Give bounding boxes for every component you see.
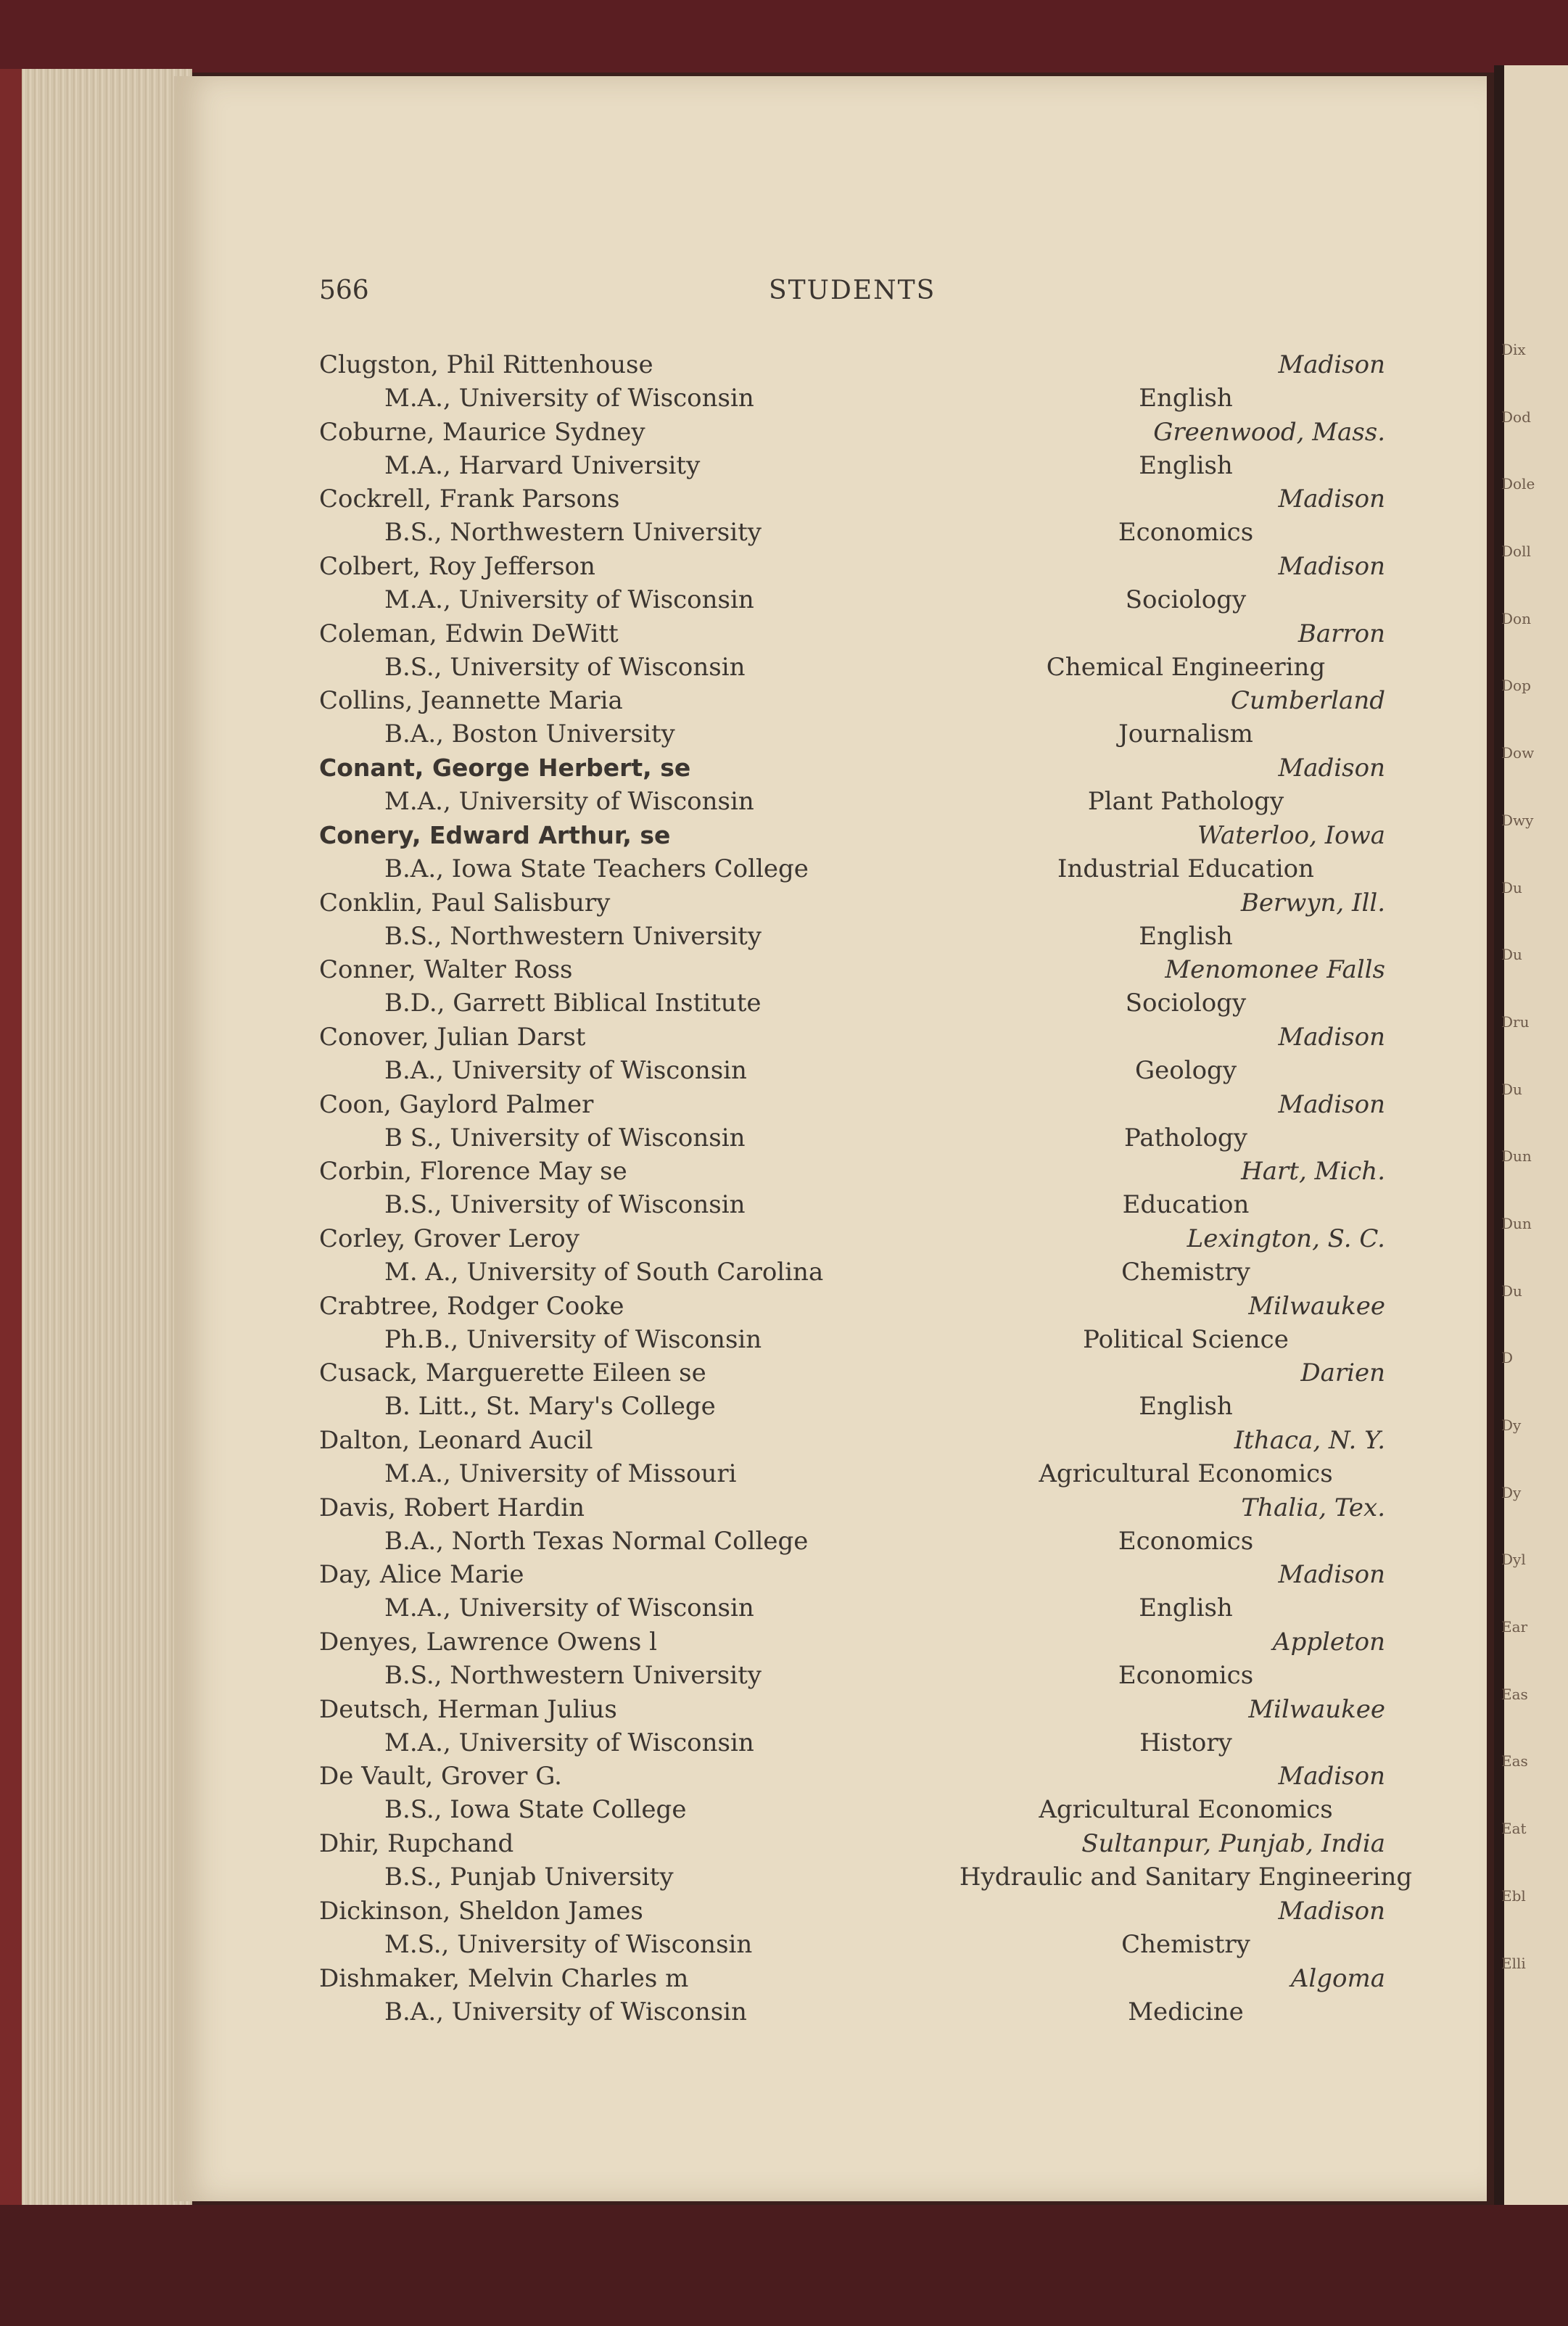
entry-line-name (319, 484, 1385, 518)
student-name: Dickinson, Sheldon James (319, 1896, 643, 1926)
field-of-study: English (1139, 921, 1233, 951)
student-name: Coburne, Maurice Sydney (319, 417, 645, 447)
student-entry (319, 1628, 1385, 1695)
field-of-study: English (1139, 1392, 1233, 1422)
student-name: Dalton, Leonard Aucil (319, 1426, 593, 1455)
degree: B.S., Iowa State College (384, 1795, 687, 1825)
student-name: Conery, Edward Arthur, se (319, 820, 671, 849)
entry-line-degree (319, 922, 1385, 955)
degree: M.A., Harvard University (384, 450, 701, 480)
facing-page-fragment: Eas (1501, 1685, 1528, 1703)
student-name: Deutsch, Herman Julius (319, 1694, 617, 1724)
entry-line-name (319, 1829, 1385, 1863)
degree: B.S., University of Wisconsin (384, 1190, 746, 1220)
entry-line-name (319, 888, 1385, 922)
hometown: Cumberland (1230, 686, 1385, 716)
hometown: Menomonee Falls (1165, 955, 1385, 985)
hometown: Thalia, Tex. (1241, 1493, 1385, 1522)
degree: M.A., University of Wisconsin (384, 1728, 754, 1757)
entry-line-degree (319, 1325, 1385, 1358)
degree: Ph.B., University of Wisconsin (384, 1324, 762, 1354)
student-name: Conklin, Paul Salisbury (319, 888, 611, 917)
facing-page-text (1501, 341, 1535, 2021)
student-name: Conover, Julian Darst (319, 1022, 586, 1052)
entry-line-name (319, 1358, 1385, 1392)
student-entry (319, 1292, 1385, 1359)
facing-page-fragment: Dun (1501, 1147, 1532, 1166)
hometown: Madison (1278, 484, 1385, 514)
hometown: Milwaukee (1248, 1291, 1385, 1321)
entry-line-degree (319, 451, 1385, 484)
entry-line-degree (319, 1930, 1385, 1963)
entry-line-name (319, 821, 1385, 854)
student-entry (319, 1964, 1385, 2032)
entry-line-name (319, 1224, 1385, 1258)
field-of-study: Medicine (1128, 1997, 1244, 2026)
degree: B.S., University of Wisconsin (384, 652, 746, 682)
field-of-study: Geology (1134, 1055, 1237, 1085)
hometown: Madison (1278, 552, 1385, 582)
degree: M.A., University of Wisconsin (384, 787, 754, 817)
student-name: De Vault, Grover G. (319, 1762, 562, 1791)
field-of-study: Journalism (1118, 719, 1253, 749)
student-entry (319, 552, 1385, 619)
hometown: Berwyn, Ill. (1240, 888, 1385, 917)
student-name: Crabtree, Rodger Cooke (319, 1291, 624, 1321)
hometown: Barron (1297, 619, 1385, 648)
student-name: Collins, Jeannette Maria (319, 686, 623, 716)
facing-page-fragment: Dun (1501, 1214, 1532, 1232)
background-bottom (0, 2205, 1568, 2326)
entry-line-degree (319, 1392, 1385, 1425)
hometown: Madison (1278, 1762, 1385, 1791)
degree: B.A., Boston University (384, 719, 675, 749)
facing-page-fragment: Du (1501, 946, 1522, 964)
field-of-study: Chemistry (1121, 1929, 1250, 1959)
entry-line-degree (319, 854, 1385, 888)
degree: B S., University of Wisconsin (384, 1123, 746, 1152)
facing-page-fragment: Du (1501, 1282, 1522, 1300)
entry-line-name (319, 1157, 1385, 1190)
entry-line-name (319, 1628, 1385, 1661)
student-name: Cusack, Marguerette Eileen se (319, 1358, 706, 1388)
degree: M.A., University of Wisconsin (384, 585, 754, 615)
degree: B.A., Iowa State Teachers College (384, 854, 809, 883)
entry-line-degree (319, 719, 1385, 753)
student-name: Colbert, Roy Jefferson (319, 552, 595, 582)
entry-line-degree (319, 1593, 1385, 1627)
entry-line-name (319, 418, 1385, 451)
degree: M.A., University of Wisconsin (384, 384, 754, 413)
student-name: Coon, Gaylord Palmer (319, 1089, 594, 1119)
degree: B.A., University of Wisconsin (384, 1055, 747, 1085)
hometown: Darien (1300, 1358, 1385, 1388)
facing-page-fragment: Doll (1501, 543, 1531, 561)
student-entry (319, 1426, 1385, 1493)
student-entry (319, 1829, 1413, 1897)
degree: B.A., University of Wisconsin (384, 1997, 747, 2026)
degree: B.S., Northwestern University (384, 921, 762, 951)
facing-page-fragment: Du (1501, 878, 1522, 896)
student-entry (319, 1023, 1385, 1090)
student-entry (319, 1762, 1385, 1829)
student-entry (319, 1090, 1385, 1158)
entry-line-name (319, 1426, 1385, 1459)
entry-line-degree (319, 1258, 1385, 1291)
student-entry (319, 686, 1385, 754)
hometown: Waterloo, Iowa (1197, 820, 1385, 850)
facing-page-fragment: Dy (1501, 1483, 1522, 1501)
entry-line-name (319, 350, 1385, 384)
entry-line-name (319, 955, 1385, 989)
degree: M.S., University of Wisconsin (384, 1929, 753, 1959)
entry-line-degree (319, 653, 1385, 686)
field-of-study: English (1139, 450, 1233, 480)
entry-line-degree (319, 1459, 1385, 1493)
hometown: Ithaca, N. Y. (1234, 1426, 1385, 1455)
hometown: Madison (1278, 1089, 1385, 1119)
field-of-study: History (1139, 1728, 1232, 1757)
entry-line-name (319, 1695, 1385, 1728)
student-name: Conner, Walter Ross (319, 955, 573, 985)
degree: B.S., Punjab University (384, 1863, 674, 1892)
field-of-study: Agricultural Economics (1039, 1795, 1333, 1825)
student-entry (319, 1560, 1385, 1628)
page-stack-edge (0, 69, 192, 2209)
student-entry (319, 1897, 1385, 1964)
student-name: Cockrell, Frank Parsons (319, 484, 620, 514)
student-entry (319, 484, 1385, 552)
hometown: Madison (1278, 350, 1385, 379)
degree: B.S., Northwestern University (384, 518, 762, 548)
field-of-study: Sociology (1125, 585, 1247, 615)
entry-line-name (319, 1897, 1385, 1930)
facing-page-fragment: Eat (1501, 1820, 1527, 1838)
facing-page-fragment: Dix (1501, 341, 1526, 358)
page-number: 566 (319, 276, 369, 305)
field-of-study: Education (1122, 1190, 1250, 1220)
entry-line-name (319, 619, 1385, 653)
student-list (319, 350, 1413, 2031)
degree: B.A., North Texas Normal College (384, 1526, 809, 1556)
facing-page-fragment: Eas (1501, 1752, 1528, 1770)
degree: M. A., University of South Carolina (384, 1257, 824, 1287)
entry-line-degree (319, 518, 1385, 551)
student-name: Conant, George Herbert, se (319, 754, 691, 783)
field-of-study: Chemical Engineering (1046, 652, 1326, 682)
entry-line-degree (319, 1661, 1385, 1694)
entry-line-name (319, 1560, 1385, 1593)
student-name: Denyes, Lawrence Owens l (319, 1628, 657, 1657)
facing-page-fragment: Dod (1501, 408, 1531, 426)
student-name: Clugston, Phil Rittenhouse (319, 350, 653, 379)
student-entry (319, 888, 1385, 956)
student-entry (319, 1358, 1385, 1426)
field-of-study: Political Science (1083, 1324, 1289, 1354)
student-entry (319, 1224, 1385, 1292)
entry-line-degree (319, 989, 1385, 1022)
degree: B.D., Garrett Biblical Institute (384, 989, 762, 1018)
running-title: STUDENTS (769, 276, 936, 305)
student-name: Dishmaker, Melvin Charles m (319, 1963, 689, 1993)
field-of-study: Hydraulic and Sanitary Engineering (959, 1863, 1413, 1892)
facing-page-fragment: Dop (1501, 677, 1531, 695)
student-name: Corbin, Florence May se (319, 1157, 627, 1187)
field-of-study: Economics (1118, 1661, 1254, 1691)
degree: M.A., University of Wisconsin (384, 1593, 754, 1623)
entry-line-degree (319, 1123, 1385, 1157)
entry-line-degree (319, 1997, 1385, 2031)
entry-line-degree (319, 1056, 1385, 1089)
entry-line-name (319, 754, 1385, 787)
field-of-study: English (1139, 384, 1233, 413)
student-entry (319, 955, 1385, 1023)
student-entry (319, 1493, 1385, 1561)
hometown: Algoma (1290, 1963, 1385, 1993)
degree: B. Litt., St. Mary's College (384, 1392, 716, 1422)
student-name: Coleman, Edwin DeWitt (319, 619, 619, 648)
facing-page-fragment: Ear (1501, 1618, 1528, 1636)
student-entry (319, 418, 1385, 485)
facing-page-fragment: Don (1501, 609, 1531, 627)
hometown: Sultanpur, Punjab, India (1081, 1829, 1385, 1859)
facing-page-fragment: Elli (1501, 1954, 1526, 1972)
field-of-study: Plant Pathology (1087, 787, 1284, 817)
student-entry (319, 1695, 1385, 1762)
entry-line-name (319, 1090, 1385, 1123)
facing-page-fragment: Ebl (1501, 1886, 1526, 1905)
facing-page-fragment: Dole (1501, 475, 1535, 493)
facing-page-fragment: Du (1501, 1080, 1522, 1098)
field-of-study: Sociology (1125, 989, 1247, 1018)
entry-line-degree (319, 1795, 1385, 1828)
entry-line-degree (319, 1527, 1385, 1560)
student-entry (319, 350, 1385, 418)
hometown: Greenwood, Mass. (1153, 417, 1385, 447)
student-name: Day, Alice Marie (319, 1560, 524, 1590)
degree: B.S., Northwestern University (384, 1661, 762, 1691)
entry-line-name (319, 1762, 1385, 1795)
hometown: Madison (1278, 1896, 1385, 1926)
facing-page-fragment: Dwy (1501, 811, 1534, 829)
entry-line-name (319, 1493, 1385, 1527)
entry-line-name (319, 1023, 1385, 1056)
page-header (319, 276, 1421, 319)
entry-line-degree (319, 585, 1385, 619)
entry-line-name (319, 552, 1385, 585)
background-top (0, 0, 1568, 73)
entry-line-degree (319, 1190, 1385, 1224)
field-of-study: Agricultural Economics (1039, 1459, 1333, 1488)
student-name: Dhir, Rupchand (319, 1829, 514, 1859)
entry-line-degree (319, 1728, 1385, 1762)
student-name: Davis, Robert Hardin (319, 1493, 585, 1522)
degree: M.A., University of Missouri (384, 1459, 737, 1488)
student-entry (319, 754, 1385, 821)
field-of-study: Industrial Education (1057, 854, 1314, 883)
facing-page-fragment: Dru (1501, 1013, 1530, 1031)
facing-page-fragment: Dyl (1501, 1551, 1526, 1569)
entry-line-degree (319, 1863, 1413, 1896)
facing-page-fragment: Dy (1501, 1416, 1522, 1434)
facing-page-fragment: D (1501, 1349, 1514, 1367)
student-name: Corley, Grover Leroy (319, 1224, 579, 1253)
facing-page-fragment: Dow (1501, 744, 1535, 762)
entry-line-name (319, 686, 1385, 719)
entry-line-degree (319, 384, 1385, 417)
book-cover-edge (0, 69, 22, 2209)
field-of-study: Economics (1118, 1526, 1254, 1556)
student-entry (319, 821, 1385, 888)
field-of-study: English (1139, 1593, 1233, 1623)
field-of-study: Pathology (1124, 1123, 1247, 1152)
entry-line-name (319, 1964, 1385, 1997)
hometown: Madison (1278, 1560, 1385, 1590)
field-of-study: Economics (1118, 518, 1254, 548)
hometown: Milwaukee (1248, 1694, 1385, 1724)
field-of-study: Chemistry (1121, 1257, 1250, 1287)
hometown: Madison (1278, 1022, 1385, 1052)
hometown: Hart, Mich. (1241, 1157, 1385, 1187)
hometown: Madison (1278, 754, 1385, 783)
hometown: Appleton (1272, 1628, 1385, 1657)
hometown: Lexington, S. C. (1187, 1224, 1385, 1253)
student-entry (319, 1157, 1385, 1224)
entry-line-name (319, 1292, 1385, 1325)
entry-line-degree (319, 787, 1385, 820)
student-entry (319, 619, 1385, 687)
